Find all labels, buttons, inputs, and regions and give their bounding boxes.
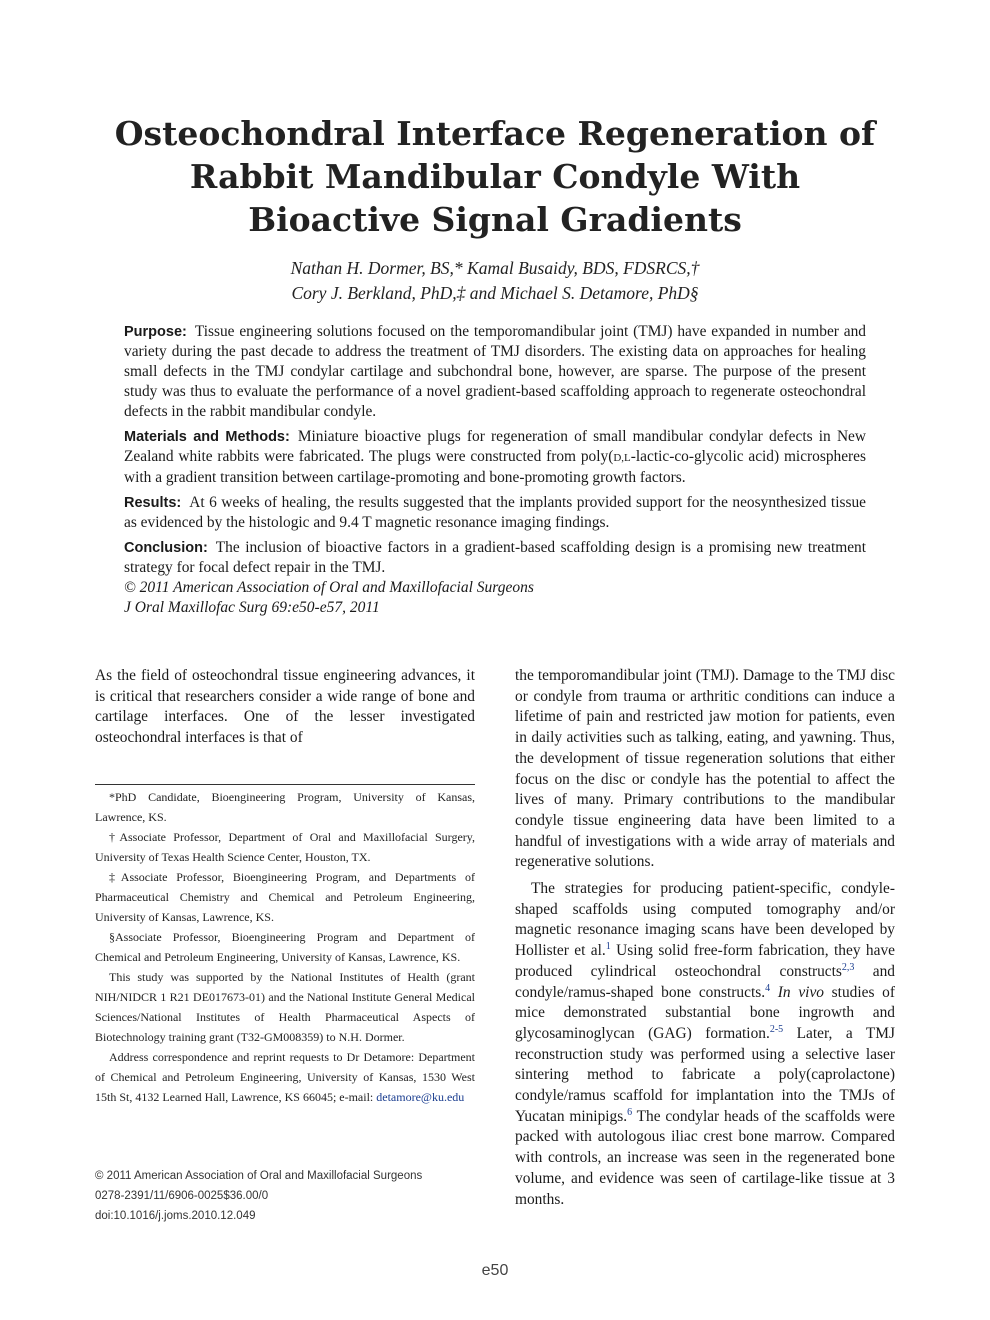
para2-text-b: Using solid free-form fabrication, they have produced cylindrical osteochondral constructs: [515, 942, 895, 980]
methods-text-b: -lactic-co-glycolic acid) microspheres with a gradient transition between cartilage-promoting and bone-promoting growth factors.: [124, 448, 866, 486]
footnotes: [95, 787, 475, 1107]
reference-4[interactable]: 4: [765, 982, 771, 994]
email-link[interactable]: detamore@ku.edu: [376, 1090, 465, 1104]
article-title: [95, 112, 895, 241]
correspondence-note: [95, 1047, 475, 1107]
results-text: At 6 weeks of healing, the results suggested that the implants provided support for the neosynthesized tissue as evidenced by the histologic and 9.4 T magnetic resonance imaging findings.: [124, 494, 866, 531]
abstract-purpose: [124, 322, 866, 422]
copyright-block: [95, 1166, 475, 1226]
authors-line-2: Cory J. Berkland, PhD,‡ and Michael S. Detamore, PhD§: [291, 283, 699, 303]
reference-6[interactable]: 6: [627, 1106, 633, 1118]
footnote-2: †Associate Professor, Department of Oral and Maxillofacial Surgery, University of Texas Health Science Center, Houston, TX.: [95, 830, 475, 864]
body-paragraph-1: the temporomandibular joint (TMJ). Damage to the TMJ disc or condyle from trauma or arthritic conditions can induce a lifetime of pain and restricted jaw motion for patients, even in daily activities such as talking, eating, and yawning. Thus, the development of tissue regeneration solutions that either focus on the disc or condyle has the potential to affect the lives of many. Primary contributions to the mandibular condyle tissue engineering data have been limited to a handful of investigations with a wide array of materials and regenerative solutions.: [515, 667, 895, 871]
in-vivo-italic: In vivo: [777, 983, 824, 1001]
body-paragraph-2: [515, 879, 895, 1210]
methods-label: Materials and Methods:: [124, 429, 290, 445]
conclusion-text: The inclusion of bioactive factors in a gradient-based scaffolding design is a promising new treatment strategy for focal defect repair in the TMJ.: [124, 539, 866, 576]
results-label: Results:: [124, 495, 182, 511]
correspondence-text: Address correspondence and reprint requests to Dr Detamore: Department of Chemical and Petroleum Engineering, University of Kansas, 1530 West 15th St, 4132 Learned Hall, Lawrence, KS 66045; e-mail:: [95, 1050, 475, 1104]
issn-price-line: 0278-2391/11/6906-0025$36.00/0: [95, 1190, 269, 1202]
authors-line-1: Nathan H. Dormer, BS,* Kamal Busaidy, BDS, FDSRCS,†: [290, 258, 700, 278]
page-number: e50: [481, 1262, 509, 1279]
intro-paragraph: As the field of osteochondral tissue engineering advances, it is critical that researchers consider a wide range of bone and cartilage interfaces. One of the lesser investigated osteochondral interfaces is that of: [95, 667, 475, 747]
right-column: [515, 666, 895, 1210]
reference-1[interactable]: 1: [605, 941, 611, 953]
conclusion-label: Conclusion:: [124, 540, 208, 556]
footnote-1: *PhD Candidate, Bioengineering Program, University of Kansas, Lawrence, KS.: [95, 790, 475, 824]
purpose-text: Tissue engineering solutions focused on the temporomandibular joint (TMJ) have expanded in number and variety during the past decade to address the treatment of TMJ disorders. The existing data on approaches for healing small defects in the TMJ condylar cartilage and subchondral bone, however, are sparse. The purpose of the present study was thus to evaluate the performance of a novel gradient-based scaffolding approach to regenerate osteochondral defects in the rabbit mandibular condyle.: [124, 323, 866, 420]
footnote-4: §Associate Professor, Bioengineering Program and Department of Chemical and Petroleum Engineering, University of Kansas, Lawrence, KS.: [95, 930, 475, 964]
reference-2-5[interactable]: 2-5: [769, 1023, 784, 1035]
abstract-conclusion: [124, 538, 866, 578]
title-line-3: Bioactive Signal Gradients: [248, 200, 742, 239]
footnote-divider: [95, 784, 475, 785]
para2-text-f: The condylar heads of the scaffolds were packed with autologous iliac crest bone marrow. Compared with controls, an increase was seen in the regenerated bone volume, and evidence was seen of cartilage-like tissue at 3 months.: [515, 1107, 895, 1208]
title-line-1: Osteochondral Interface Regeneration of: [114, 114, 876, 153]
title-line-2: Rabbit Mandibular Condyle With: [189, 157, 801, 196]
footnote-3: ‡Associate Professor, Bioengineering Program, and Departments of Pharmaceutical Chemistry and Chemical and Petroleum Engineering, University of Kansas, Lawrence, KS.: [95, 870, 475, 924]
doi-line: doi:10.1016/j.joms.2010.12.049: [95, 1210, 256, 1222]
copyright-line: © 2011 American Association of Oral and Maxillofacial Surgeons: [95, 1170, 423, 1182]
abstract: [124, 322, 866, 618]
abstract-copyright: © 2011 American Association of Oral and Maxillofacial Surgeons: [124, 579, 534, 596]
methods-dl: D,L: [613, 452, 631, 464]
author-list: [95, 256, 895, 306]
para2-text-d: studies of mice demonstrated substantial bone ingrowth and glycosaminoglycan (GAG) formation.: [515, 983, 895, 1042]
methods-text-a: Miniature bioactive plugs for regeneration of small mandibular condylar defects in New Zealand white rabbits were fabricated. The plugs were constructed from poly(: [124, 428, 867, 465]
para2-text-c: and condyle/ramus-shaped bone constructs.: [515, 962, 895, 1001]
abstract-results: [124, 493, 866, 533]
purpose-label: Purpose:: [124, 324, 187, 340]
reference-2-3[interactable]: 2,3: [841, 961, 855, 973]
journal-citation: J Oral Maxillofac Surg 69:e50-e57, 2011: [124, 599, 380, 616]
para2-text-e: Later, a TMJ reconstruction study was performed using a selective laser sintering method to fabricate a poly(caprolactone) condyle/ramus scaffold for implantation into the TMJs of Yucatan minipigs.: [515, 1024, 895, 1125]
left-column: [95, 666, 475, 749]
funding-note: This study was supported by the National Institutes of Health (grant NIH/NIDCR 1 R21 DE017673-01) and the National Institute General Medical Sciences/National Institutes of Health Pharmaceutical Aspects of Biotechnology training grant (T32-GM008359) to N.H. Dormer.: [95, 970, 475, 1044]
abstract-methods: [124, 427, 866, 488]
para2-text-a: The strategies for producing patient-specific, condyle-shaped scaffolds using computed tomography and/or magnetic resonance imaging scans have been developed by Hollister et al.: [515, 880, 895, 960]
